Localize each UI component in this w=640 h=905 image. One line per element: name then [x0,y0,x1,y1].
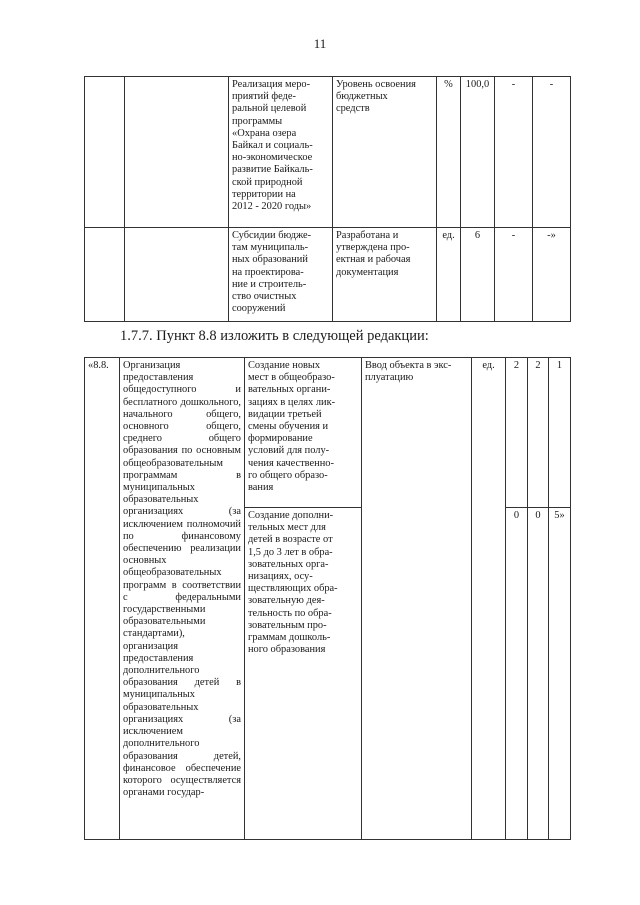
empty-cell [85,228,125,322]
activity-cell: Организация предоставления общедоступного и бесплатного дошкольного, начального общего, основного общего, среднего общего образования по основным общеобразовательным программам в муниципальных образовательных организациях (за исключением полномочий по финансовому обеспечению реализации основных общеобразовательных программ в соответствии с федеральными государственными образовательными стандартами), организация предоставления дополнительного образования детей в муниципальных образовательных организациях (за исключением дополнительного образования детей, финансовое обеспечение которого осуществляется органами государ- [120,358,245,840]
value-cell: - [495,77,533,228]
value-cell: - [495,228,533,322]
table-row [85,228,571,322]
table-row [85,358,571,508]
empty-cell [125,228,229,322]
item-number-cell: «8.8. [85,358,120,840]
value-cell: 5» [549,508,571,840]
indicator-cell: Ввод объекта в экс- плуатацию [362,358,472,840]
goal-cell: Создание дополни- тельных мест для детей в возрасте от 1,5 до 3 лет в обра- зовательных орга- низациях, осу- ществляющих обра- зовательную дея- тельность по обра- зовательным про- граммам дошколь- ного образования [245,508,362,840]
goal-cell: Создание новых мест в общеобразо- вательных органи- зациях в целях лик- видации третьей смены обучения и формирование условий для полу- чения качественно- го общего образо- вания [245,358,362,508]
empty-cell [125,77,229,228]
value-cell: 1 [549,358,571,508]
targets-table-continued [84,76,571,322]
value-cell: 0 [506,508,528,840]
table-row [85,77,571,228]
page-number: 11 [313,36,327,51]
value-cell: 100,0 [461,77,495,228]
unit-cell: % [437,77,461,228]
event-cell: Реализация меро- приятий феде- ральной целевой программы «Охрана озера Байкал и социаль- но-экономическое развитие Байкаль- ской природной территории на 2012 - 2020 годы» [229,77,333,228]
section-heading: 1.7.7. Пункт 8.8 изложить в следующей редакции: [120,328,429,344]
item-8-8-table [84,357,571,840]
value-cell: - [533,77,571,228]
value-cell: 2 [528,358,549,508]
value-cell: 2 [506,358,528,508]
unit-cell: ед. [437,228,461,322]
value-cell: -» [533,228,571,322]
value-cell: 6 [461,228,495,322]
event-cell: Субсидии бюдже- там муниципаль- ных образований на проектирова- ние и строитель- ство очистных сооружений [229,228,333,322]
unit-cell: ед. [472,358,506,840]
indicator-cell: Разработана и утверждена про- ектная и рабочая документация [333,228,437,322]
indicator-cell: Уровень освоения бюджетных средств [333,77,437,228]
value-cell: 0 [528,508,549,840]
empty-cell [85,77,125,228]
